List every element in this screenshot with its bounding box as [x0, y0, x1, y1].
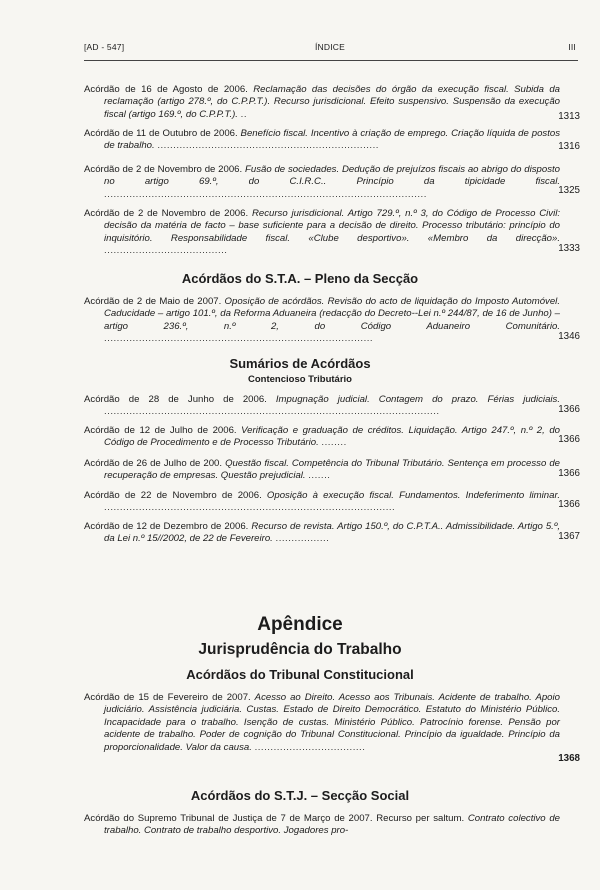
appendix-subtitle: Jurisprudência do Trabalho [198, 641, 402, 658]
entry-page-number: 1366 [558, 499, 580, 510]
index-entry: Acórdão de 12 de Dezembro de 2006. Recurso de revista. Artigo 150.º, do C.P.T.A.. Admissibilidade. Artigo 5.º, da Lei n.º 15//2002, de 22 de Fevereiro. ................. [84, 521, 560, 545]
index-entry: Acórdão de 2 de Novembro de 2006. Fusão de sociedades. Dedução de prejuízos fiscais ao abrigo do disposto no artigo 69.º, do C.I.R.C.. Princípio da tipicidade fiscal. ...................................................................................................... [84, 164, 560, 200]
index-entry: Acórdão de 11 de Outubro de 2006. Benefício fiscal. Incentivo à criação de emprego. Criação líquida de postos de trabalho. ...................................................................... [84, 128, 560, 152]
section-title-sumarios: Sumários de Acórdãos [229, 356, 371, 371]
entry-page-number: 1366 [558, 434, 580, 445]
index-entry: Acórdão de 15 de Fevereiro de 2007. Acesso ao Direito. Acesso aos Tribunais. Acidente de trabalho. Apoio judiciário. Assistência judiciária. Custas. Estado de Direito Democrático. Estatuto do Ministério Público. Incapacidade para o trabalho. Isenção de custas. Ministério Público. Patrocínio forense. Pensão por acidente de trabalho. Poder de cognição do Tribunal Constitucional. Princípio da igualdade. Princípio da proporcionalidade. Valor da causa. ................................... [84, 692, 560, 753]
header-rule [84, 60, 578, 61]
entry-page-number: 1366 [558, 468, 580, 479]
entry-page-number: 1367 [558, 531, 580, 542]
section-subtitle-contencioso: Contencioso Tributário [248, 374, 352, 385]
header-reference: [AD - 547] [84, 42, 125, 52]
header-title: ÍNDICE [314, 42, 345, 52]
section-title-sta-pleno: Acórdãos do S.T.A. – Pleno da Secção [181, 271, 419, 286]
entry-page-number: 1346 [558, 331, 580, 342]
page-header [84, 42, 576, 56]
index-entry: Acórdão de 26 de Julho de 200. Questão fiscal. Competência do Tribunal Tributário. Sentença em processo de recuperação de empresas. Questão prejudicial. ....... [84, 458, 560, 482]
entry-page-number: 1366 [558, 404, 580, 415]
header-page-number: III [568, 42, 576, 52]
entry-page-number: 1333 [558, 243, 580, 254]
appendix-title: Apêndice [257, 614, 343, 635]
index-entry: Acórdão de 28 de Junho de 2006. Impugnação judicial. Contagem do prazo. Férias judiciais. .......................................................................................................... [84, 394, 560, 418]
index-entry: Acórdão de 22 de Novembro de 2006. Oposição à execução fiscal. Fundamentos. Indeferimento liminar. ............................................................................................ [84, 490, 560, 514]
index-entry: Acórdão de 16 de Agosto de 2006. Reclamação das decisões do órgão da execução fiscal. Subida da reclamação (artigo 278.º, do C.P.P.T.). Recurso jurisdicional. Efeito suspensivo. Suspensão da execução fiscal (artigo 169.º, do C.P.P.T.). .. [84, 84, 560, 120]
section-title-stj-social: Acórdãos do S.T.J. – Secção Social [190, 788, 410, 803]
entry-page-number: 1316 [558, 141, 580, 152]
section-title-tribunal-constitucional: Acórdãos do Tribunal Constitucional [186, 667, 414, 682]
entry-page-number: 1368 [558, 753, 580, 764]
index-entry: Acórdão de 2 de Maio de 2007. Oposição de acórdãos. Revisão do acto de liquidação do Imposto Automóvel. Caducidade – artigo 101.º, da Reforma Aduaneira (redacção do Decreto--Lei n.º 244/87, de 16 de Junho) – artigo 236.º, n.º 2, do Código Aduaneiro Comunitário. ..................................................................................... [84, 296, 560, 345]
index-entry: Acórdão de 2 de Novembro de 2006. Recurso jurisdicional. Artigo 729.º, n.º 3, do Código de Processo Civil: decisão da matéria de facto – base suficiente para a decisão de direito. Processo tributário: princípio do inquisitório. Responsabilidade fiscal. «Clube desportivo». «Membro da direcção». ....................................... [84, 208, 560, 257]
index-entry: Acórdão do Supremo Tribunal de Justiça de 7 de Março de 2007. Recurso per saltum. Contrato colectivo de trabalho. Contrato de trabalho desportivo. Jogadores pro- [84, 813, 560, 837]
entry-page-number: 1313 [558, 111, 580, 122]
index-entry: Acórdão de 12 de Julho de 2006. Verificação e graduação de créditos. Liquidação. Artigo 247.º, n.º 2, do Código de Procedimento e de Processo Tributário. ........ [84, 425, 560, 449]
entry-page-number: 1325 [558, 185, 580, 196]
